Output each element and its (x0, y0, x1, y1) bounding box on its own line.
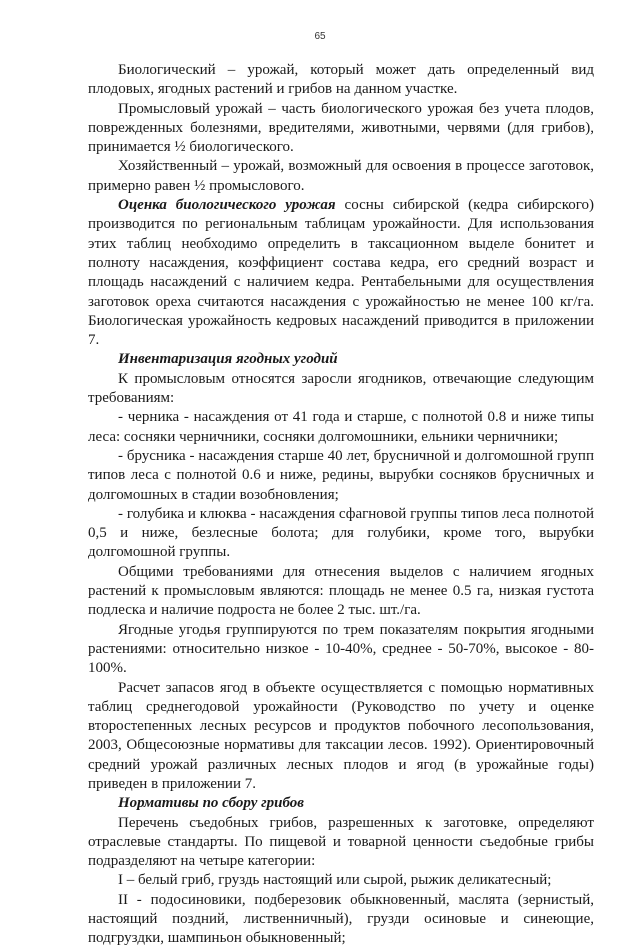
list-item-category-2: II - подосиновики, подберезовик обыкновенный, маслята (зернистый, настоящий поздний, лиственничный), грузди осиновые и синеющие, подгруздки, шампиньон обыкновенный; (88, 891, 594, 947)
paragraph-berry-stock-calculation: Расчет запасов ягод в объекте осуществляется с помощью нормативных таблиц среднегодовой урожайности (Руководство по учету и оценке второстепенных лесных ресурсов и продуктов побочного лесопользования, 2003, Общесоюзные нормативы для таксации лесов. 1992). Ориентировочный средний урожай различных лесных плодов и ягод (в урожайные годы) приведен в приложении 7. (88, 679, 594, 792)
paragraph-commercial: Промысловый урожай – часть биологического урожая без учета плодов, поврежденных болезнями, вредителями, животными, червями (для грибов), принимается ½ биологического. (88, 100, 594, 156)
list-item-category-1: I – белый гриб, груздь настоящий или сырой, рыжик деликатесный; (118, 872, 552, 889)
heading-berry-inventory: Инвентаризация ягодных угодий (118, 351, 338, 368)
paragraph-general-requirements: Общими требованиями для отнесения выделов с наличием ягодных растений к промысловым являются: площадь не менее 0.5 га, низкая густота подлеска и наличие подроста не более 2 тыс. шт./га. (88, 563, 594, 619)
document-body (88, 61, 594, 949)
paragraph-berry-requirements: К промысловым относятся заросли ягодников, отвечающие следующим требованиям: (88, 370, 594, 407)
paragraph-biological: Биологический – урожай, который может дать определенный вид плодовых, ягодных растений и грибов на данном участке. (88, 62, 594, 98)
paragraph-mushroom-categories: Перечень съедобных грибов, разрешенных к заготовке, определяют отраслевые стандарты. По пищевой и товарной ценности съедобные грибы подразделяют на четыре категории: (88, 814, 594, 870)
list-item-bilberry: - черника - насаждения от 41 года и старше, с полнотой 0.8 и ниже типы леса: сосняки черничники, сосняки долгомошники, ельники черничники; (88, 409, 594, 445)
heading-mushroom-norms: Нормативы по сбору грибов (118, 795, 304, 812)
paragraph-berry-coverage: Ягодные угодья группируются по трем показателям покрытия ягодными растениями: относительно низкое - 10-40%, среднее - 50-70%, высокое - 80-100%. (88, 621, 594, 677)
list-item-blueberry-cranberry: - голубика и клюква - насаждения сфагновой группы типов леса полнотой 0,5 и ниже, безлесные болота; для голубики, кроме того, вырубки долгомошной группы. (88, 505, 594, 561)
list-item-lingonberry: - брусника - насаждения старше 40 лет, брусничной и долгомошной групп типов леса с полнотой 0.6 и ниже, редины, вырубки сосняков брусничных и долгомошных в стадии возобновления; (88, 447, 594, 503)
paragraph-cedar-assessment (88, 196, 594, 350)
cedar-assessment-lead: Оценка биологического урожая (118, 197, 336, 214)
paragraph-economic: Хозяйственный – урожай, возможный для освоения в процессе заготовок, примерно равен ½ промыслового. (88, 158, 594, 194)
cedar-assessment-text: сосны сибирской (кедра сибирского) производится по региональным таблицам урожайности. Для использования этих таблиц необходимо определить в таксационном выделе бонитет и полноту насаждения, коэффициент состава кедра, его средний возраст и площадь насаждений с наличием кедра. Рентабельными для осуществления заготовок ореха считаются насаждения с урожайностью не менее 100 кг/га. Биологическая урожайность кедровых насаждений приводится в приложении 7. (88, 197, 594, 349)
page-number: 65 (314, 31, 326, 42)
